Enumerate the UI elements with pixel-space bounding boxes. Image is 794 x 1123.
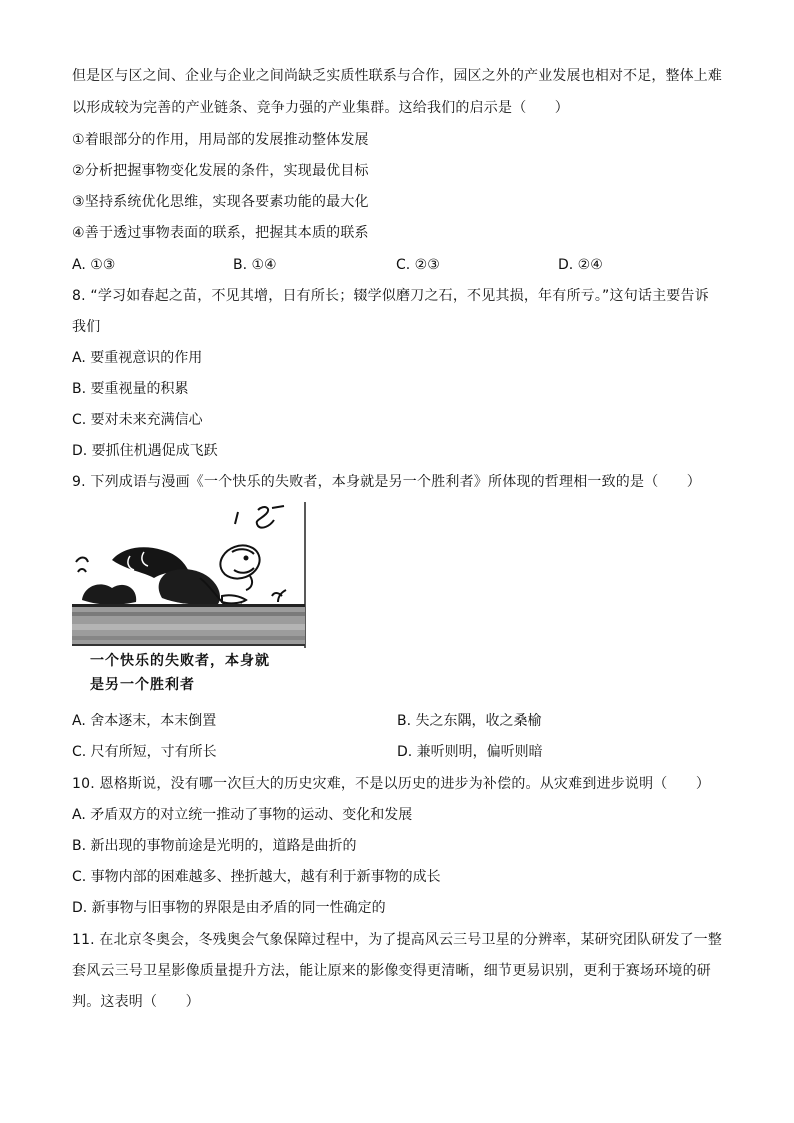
q8-option-d[interactable]: D. 要抓住机遇促成飞跃 bbox=[72, 443, 218, 459]
q7-option-b[interactable]: B. ①④ bbox=[233, 257, 277, 273]
cartoon-caption-line-2: 是另一个胜利者 bbox=[90, 677, 195, 693]
question-11-stem-line-3: 判。这表明（ ） bbox=[72, 994, 200, 1010]
q10-option-b[interactable]: B. 新出现的事物前途是光明的，道路是曲折的 bbox=[72, 838, 357, 854]
statement-3: ③坚持系统优化思维，实现各要素功能的最大化 bbox=[72, 194, 369, 210]
question-9-stem: 9. 下列成语与漫画《一个快乐的失败者，本身就是另一个胜利者》所体现的哲理相一致的是（ ） bbox=[72, 474, 702, 490]
question-8-stem-line-1: 8. “学习如春起之苗，不见其增，日有所长；辍学似磨刀之石，不见其损，年有所亏。”这句话主要告诉 bbox=[72, 288, 709, 304]
question-10-stem: 10. 恩格斯说，没有哪一次巨大的历史灾难，不是以历史的进步为补偿的。从灾难到进步说明（ ） bbox=[72, 776, 711, 792]
falling-figure bbox=[82, 540, 286, 607]
question-7-stem-line-2: 以形成较为完善的产业链条、竞争力强的产业集群。这给我们的启示是（ ） bbox=[72, 100, 569, 116]
q9-option-b[interactable]: B. 失之东隅，收之桑榆 bbox=[397, 713, 542, 729]
q9-option-d[interactable]: D. 兼听则明，偏听则暗 bbox=[397, 744, 543, 760]
statement-4: ④善于透过事物表面的联系，把握其本质的联系 bbox=[72, 225, 369, 241]
q10-option-c[interactable]: C. 事物内部的困难越多、挫折越大，越有利于新事物的成长 bbox=[72, 869, 441, 885]
q7-option-d[interactable]: D. ②④ bbox=[558, 257, 603, 273]
q7-option-c[interactable]: C. ②③ bbox=[396, 257, 440, 273]
statement-2: ②分析把握事物变化发展的条件，实现最优目标 bbox=[72, 163, 369, 179]
question-11-stem-line-1: 11. 在北京冬奥会，冬残奥会气象保障过程中，为了提高风云三号卫星的分辨率，某研究团队研发了一整 bbox=[72, 932, 723, 948]
statement-1: ①着眼部分的作用，用局部的发展推动整体发展 bbox=[72, 132, 369, 148]
q8-option-a[interactable]: A. 要重视意识的作用 bbox=[72, 350, 203, 366]
question-8-stem-line-2: 我们 bbox=[72, 319, 101, 335]
q8-option-b[interactable]: B. 要重视量的积累 bbox=[72, 381, 189, 397]
cartoon-caption-line-1: 一个快乐的失败者，本身就 bbox=[90, 653, 270, 669]
question-11-stem-line-2: 套风云三号卫星影像质量提升方法，能让原来的影像变得更清晰，细节更易识别，更利于赛场环境的研 bbox=[72, 963, 711, 979]
q10-option-d[interactable]: D. 新事物与旧事物的界限是由矛盾的同一性确定的 bbox=[72, 900, 386, 916]
question-7-stem-line-1: 但是区与区之间、企业与企业之间尚缺乏实质性联系与合作，园区之外的产业发展也相对不足，整体上难 bbox=[72, 68, 723, 84]
q9-option-a[interactable]: A. 舍本逐末，本末倒置 bbox=[72, 713, 217, 729]
ground-band bbox=[72, 604, 305, 646]
q9-option-c[interactable]: C. 尺有所短，寸有所长 bbox=[72, 744, 217, 760]
q8-option-c[interactable]: C. 要对未来充满信心 bbox=[72, 412, 203, 428]
q7-option-a[interactable]: A. ①③ bbox=[72, 257, 116, 273]
q10-option-a[interactable]: A. 矛盾双方的对立统一推动了事物的运动、变化和发展 bbox=[72, 807, 413, 823]
